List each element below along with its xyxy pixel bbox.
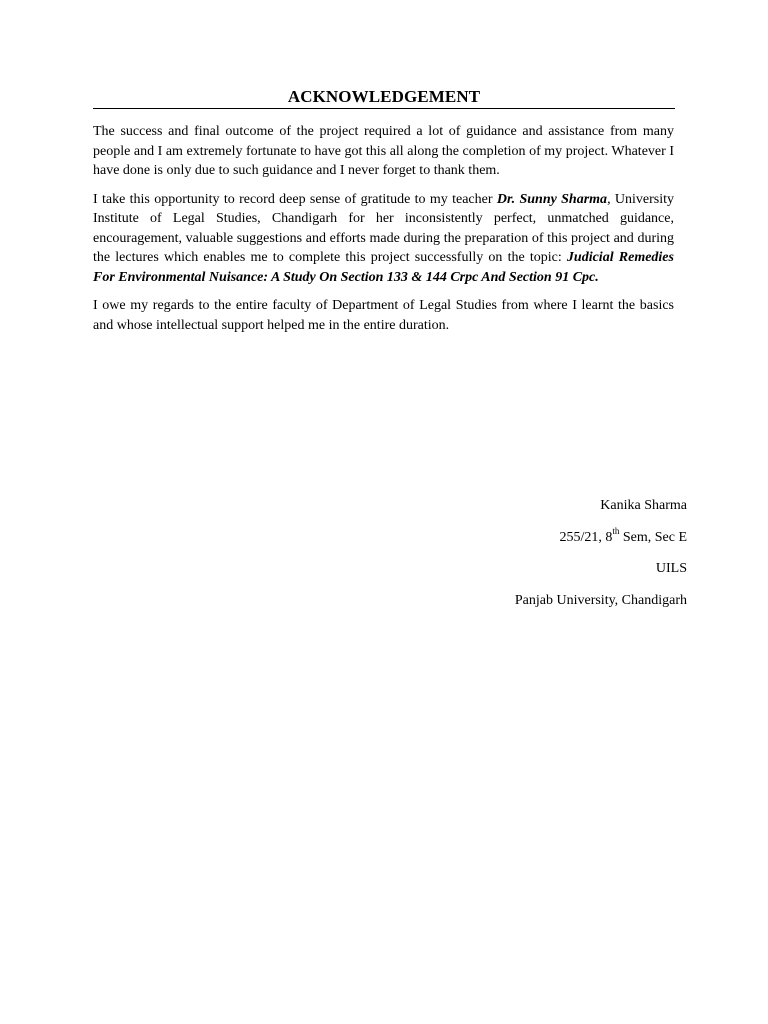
teacher-name: Dr. Sunny Sharma: [496, 191, 608, 207]
roll-prefix: 255/21, 8: [559, 529, 613, 545]
roll-suffix: Sem, Sec E: [619, 529, 687, 545]
title-block: [93, 86, 675, 109]
paragraph-2-intro: I take this opportunity to record deep sense of gratitude to my teacher: [93, 191, 497, 207]
roll-superscript: th: [612, 525, 620, 536]
institute-name: UILS: [655, 561, 687, 576]
signature-block: [515, 496, 687, 622]
roll-details: [515, 525, 687, 547]
paragraph-2-middle: , University Institute of Legal Studies, Chandigarh for her inconsistently perfect, unmatched guidance, encouragement, valuable suggestions and efforts made during the preparation of this project and during the lectures which enables me to complete this project successfully on the topic:: [93, 191, 674, 265]
university-name: Panjab University, Chandigarh: [514, 592, 687, 608]
paragraph-3: I owe my regards to the entire faculty of Department of Legal Studies from where I learnt the basics and whose intellectual support helped me in the entire duration.: [93, 298, 674, 333]
paragraph-1: The success and final outcome of the project required a lot of guidance and assistance from many people and I am extremely fortunate to have got this all along the completion of my project. Whatever I have done is only due to such guidance and I never forget to thank them.: [93, 124, 674, 178]
acknowledgement-body: [93, 122, 674, 344]
signatory-name: Kanika Sharma: [600, 498, 687, 513]
project-topic: Judicial Remedies For Environmental Nuisance: A Study On Section 133 & 144 Crpc And Section 91 Cpc.: [93, 250, 674, 285]
paragraph-2: [93, 190, 674, 288]
page-title: ACKNOWLEDGEMENT: [287, 87, 481, 106]
